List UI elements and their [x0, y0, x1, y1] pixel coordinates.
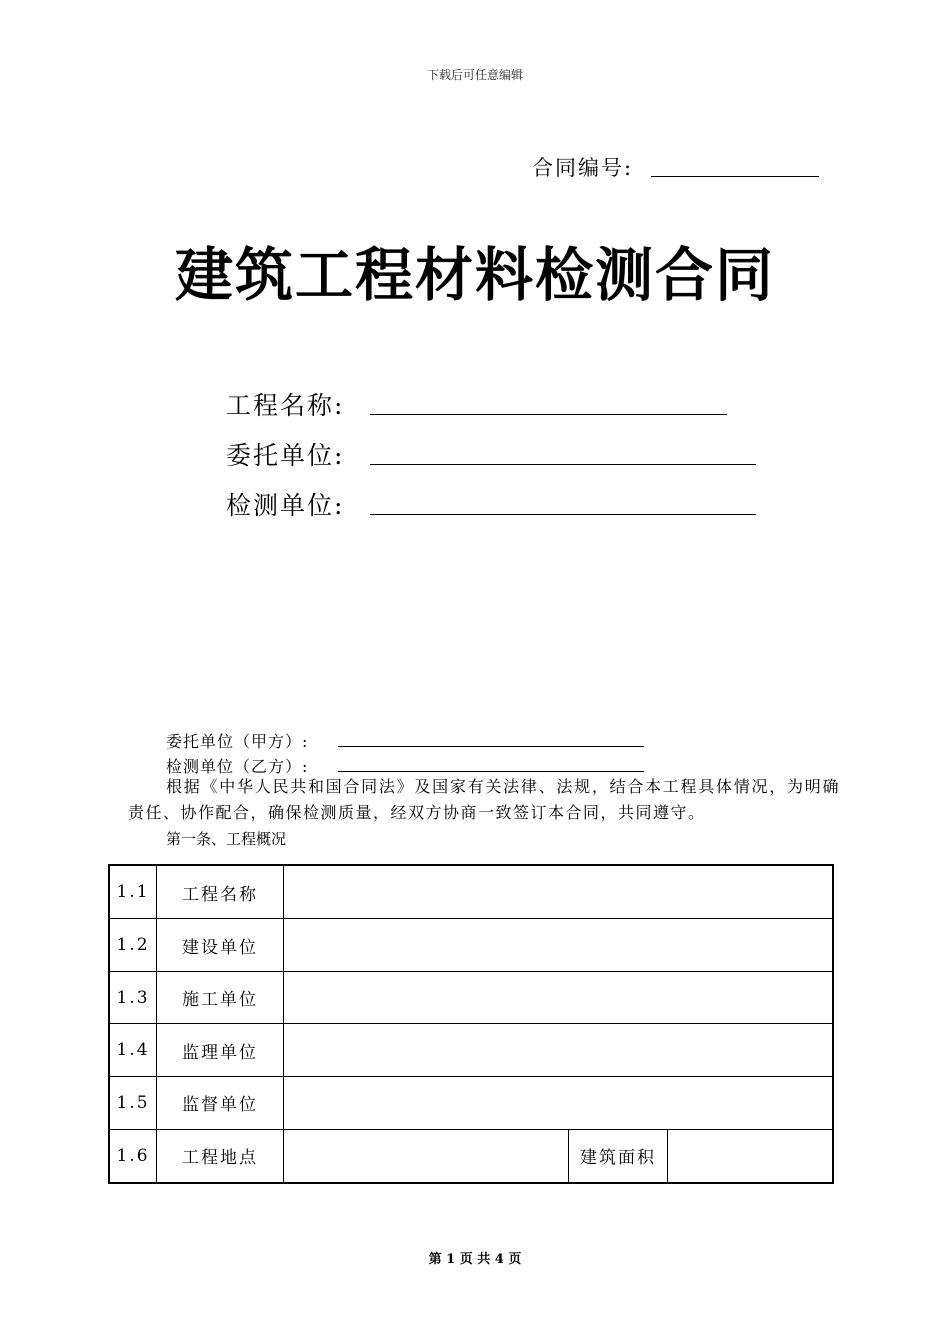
- table-row: [109, 1129, 833, 1183]
- party-b-label: 检测单位（乙方）:: [166, 757, 309, 776]
- row-number: 1.1: [109, 865, 157, 919]
- building-area-cell[interactable]: [668, 1129, 834, 1183]
- row-number: 1.2: [109, 919, 157, 972]
- cover-client-label: 委托单位:: [226, 441, 345, 470]
- construction-owner-cell[interactable]: [284, 919, 834, 972]
- contractor-cell[interactable]: [284, 971, 834, 1024]
- row-number: 1.3: [109, 971, 157, 1024]
- header-note: 下载后可任意编辑: [426, 68, 523, 82]
- row-label: 监督单位: [157, 1077, 284, 1130]
- page-footer: 第 1 页 共 4 页: [428, 1252, 522, 1267]
- table-row: [109, 865, 833, 919]
- party-a-label: 委托单位（甲方）:: [166, 732, 309, 751]
- row-label: 工程地点: [157, 1129, 284, 1183]
- row-number: 1.4: [109, 1024, 157, 1077]
- contract-number-label: 合同编号:: [532, 156, 634, 180]
- row-number: 1.5: [109, 1077, 157, 1130]
- cover-project-name-blank[interactable]: [370, 414, 727, 415]
- row-label: 施工单位: [157, 971, 284, 1024]
- party-a-blank[interactable]: [338, 746, 644, 747]
- row-label: 工程名称: [157, 865, 284, 919]
- contract-title: 建筑工程材料检测合同: [174, 241, 775, 309]
- row-label: 建设单位: [157, 919, 284, 972]
- project-overview-table: [108, 864, 834, 1184]
- table-row: [109, 971, 833, 1024]
- table-row: [109, 919, 833, 972]
- project-location-cell[interactable]: [284, 1129, 569, 1183]
- contract-number-blank[interactable]: [651, 176, 819, 177]
- cover-client-blank[interactable]: [370, 464, 756, 465]
- building-area-label: 建筑面积: [569, 1129, 668, 1183]
- party-b-blank[interactable]: [338, 771, 644, 772]
- cover-testing-unit-blank[interactable]: [370, 514, 756, 515]
- table-row: [109, 1024, 833, 1077]
- cover-project-name-label: 工程名称:: [226, 391, 345, 420]
- row-number: 1.6: [109, 1129, 157, 1183]
- article-1-title: 第一条、工程概况: [166, 830, 287, 848]
- cover-testing-unit-label: 检测单位:: [226, 491, 345, 520]
- project-name-cell[interactable]: [284, 865, 834, 919]
- supervisor-cell[interactable]: [284, 1024, 834, 1077]
- row-label: 监理单位: [157, 1024, 284, 1077]
- table-row: [109, 1077, 833, 1130]
- oversight-unit-cell[interactable]: [284, 1077, 834, 1130]
- preamble-paragraph: 根据《中华人民共和国合同法》及国家有关法律、法规，结合本工程具体情况，为明确责任、协作配合，确保检测质量，经双方协商一致签订本合同，共同遵守。: [128, 777, 840, 822]
